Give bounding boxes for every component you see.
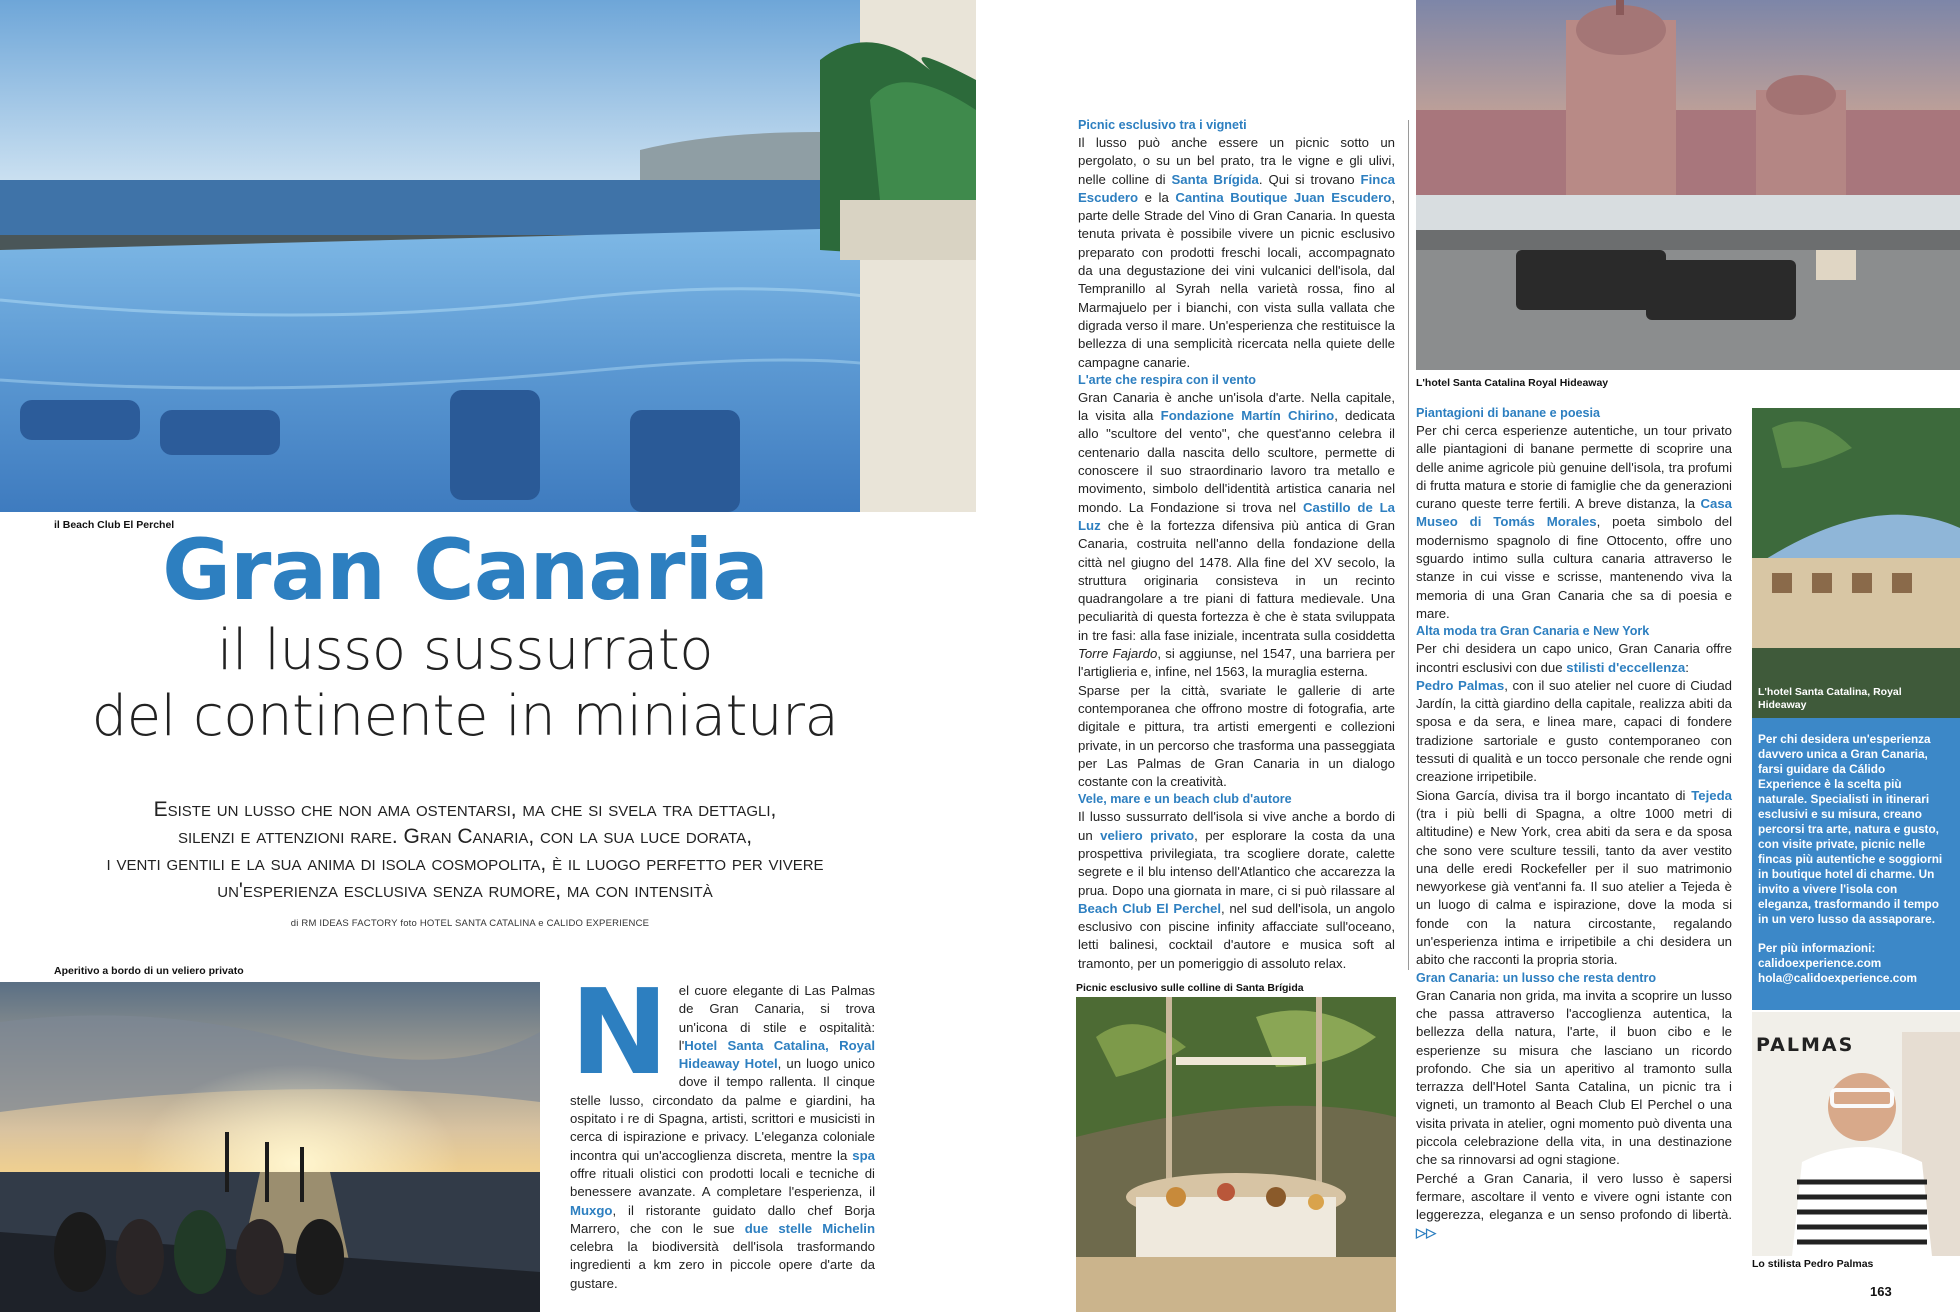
intro-line-1: Esiste un lusso che non ama ostentarsi, ma che si svela tra dettagli, [153,798,777,821]
intro-line-2: silenzi e attenzioni rare. Gran Canaria, con la sua luce dorata, [177,825,753,848]
body-text: e la [1138,189,1176,205]
body-text: . Qui si trovano [1258,171,1361,187]
castillo-highlight: Castillo de La Luz [1078,499,1395,533]
hero-photo-beach-club [0,0,976,512]
body-text: , parte delle Strade del Vino di Gran Canaria. In questa tenuta privata è possibile vivere un picnic esclusivo preparato con prodotti freschi locali, accompagnato da una degustazione dei vini vulcanici dell'isola, dal Tempranillo al Syrah nella varietà rossa, fino al Marmajuelo per i bianchi, con vista sulla vallata che digrada verso il mare. Un'esperienza che restituisce la bellezza di una semplicità ricercata nella quiete delle campagne canarie. [1078,189,1395,370]
info-website-link[interactable]: calidoexperience.com [1758,956,1882,970]
body-text: Siona García, divisa tra il borgo incantato di [1416,787,1692,803]
page-number: 163 [1870,1284,1892,1299]
body-text: , un luogo unico dove il tempo rallenta. Il cinque stelle lusso, circondato da palme e giardini, ha ospitato i re di Spagna, artisti, scrittori e musicisti in cerca di ispirazione e privacy. L'eleganza coloniale incontra qui un'accoglienza discreta, mentre la [570,1056,875,1163]
boat-caption: Aperitivo a bordo di un veliero privato [54,965,244,977]
body-text: che è la fortezza difensiva più antica di Gran Canaria, costruita nell'anno della fondazione della città nel giugno del 1478. Alla fine del XV secolo, la struttura originaria consisteva in un recinto quadrangolare a tre piani di fattura medievale. Una peculiarità di questa fortezza è che è stata sviluppata in tre fasi: alla fase iniziale, incentrata sulla cosiddetta [1078,517,1395,643]
article-title: Gran Canaria [162,521,768,619]
body-text: , il ristorante guidato dallo chef Borja Marrero, che con le sue [570,1202,875,1236]
section-text-banane [1416,422,1732,623]
beach-club-highlight: Beach Club El Perchel [1078,900,1222,916]
hotel-caption: L'hotel Santa Catalina Royal Hideaway [1416,377,1609,389]
section-text-picnic [1078,134,1395,372]
right-text-column [1416,405,1732,1243]
calido-experience-box [1752,718,1960,1010]
stilisti-highlight: stilisti d'eccellenza [1566,659,1686,675]
info-label: Per più informazioni: [1758,941,1876,955]
muxgo-highlight: Muxgo [570,1202,613,1218]
body-text: : [1685,659,1689,675]
subtitle-line-1: il lusso sussurrato [217,618,713,683]
body-text: , poeta simbolo del modernismo spagnolo di fine Ottocento, offre uno sguardo intimo sulla cultura canaria attraverso le stanze in cui visse e scrisse, mantenendo viva la memoria di una Gran Canaria che sa di poesia e mare. [1416,514,1733,621]
cantina-highlight: Cantina Boutique Juan Escudero [1175,189,1392,205]
veliero-highlight: veliero privato [1100,827,1195,843]
body-text: el cuore elegante di Las Palmas de Gran Canaria, si trova un'icona di stile e ospitalità: l' [678,983,875,1053]
intro-body-column [570,963,875,1293]
intro-paragraph [70,796,860,904]
body-text: Perché a Gran Canaria, il vero lusso è sapersi fermare, ascoltare il vento e vivere ogni istante con leggerezza, eleganza e un senso profondo di libertà. [1416,1170,1732,1223]
body-text: , per esplorare la costa da una prospettiva privilegiata, tra scogliere dorate, calette segrete e il blu intenso dell'Atlantico che accarezza la prua. Dopo una giornata in mare, ci si può rilassare al [1078,827,1395,898]
section-text-palmas [1416,677,1732,787]
facade-caption: L'hotel Santa Catalina, Royal Hideaway [1758,686,1902,711]
subtitle-line-2: del continente in miniatura [91,684,839,749]
article-subtitle [40,618,890,750]
intro-line-4: un'esperienza esclusiva senza rumore, ma con intensità [217,879,713,902]
body-text: Gran Canaria è anche un'isola d'arte. Nella capitale, la visita alla [1078,389,1395,424]
section-heading-vele: Vele, mare e un beach club d'autore [1078,792,1292,807]
section-heading-conclusione: Gran Canaria: un lusso che resta dentro [1416,970,1657,985]
section-text-gallerie: Sparse per la città, svariate le gallerie di arte contemporanea che offrono mostre di fotografia, arte digitale e pittura, tra artisti emergenti e collezioni private, in un percorso che trasforma una passeggiata per Las Palmas de Gran Canaria in un dialogo costante con la creatività. [1078,682,1395,790]
end-mark-icon: ▷▷ [1416,1225,1437,1241]
body-text: , con il suo atelier nel cuore di Ciudad Jardín, la città giardino della capitale, realizza abiti da sposa e da sera, e linea mare, capaci di fondere tradizione sartoriale e gusto contemporaneo con tessuti di qualità e un tocco personale che rende ogni creazione irripetibile. [1416,677,1732,785]
body-text: , si aggiunse, nel 1547, una barriera per l'artiglieria e, infine, nel 1563, la muraglia esterna. [1078,646,1395,680]
body-text: celebra la biodiversità dell'isola trasformando ingredienti a km zero in piccole opere d'arte da gustare. [570,1239,875,1291]
finca-escudero-highlight: Finca Escudero [1078,171,1395,205]
hotel-santa-catalina-photo [1416,0,1960,370]
body-text: Il lusso può anche essere un picnic sotto un pergolato, o su un bel prato, tra le vigne e gli ulivi, nelle colline di [1078,135,1395,187]
tejeda-highlight: Tejeda [1691,787,1732,803]
stylist-caption: Lo stilista Pedro Palmas [1752,1258,1874,1270]
hotel-name-highlight: Hotel Santa Catalina, Royal Hideaway Hotel [678,1037,875,1072]
body-text: , dedicata allo "scultore del vento", che quest'anno celebra il centenario dalla nascita dello scultore, permette di conoscere il suo straordinario lavoro tra metallo e movimento, simbolo dell'identità artistica canaria nel mondo. La Fondazione si trova nel [1078,408,1395,515]
hero-caption: il Beach Club El Perchel [54,519,175,531]
atelier-sign: PALMAS [1756,1034,1855,1056]
boat-aperitivo-photo [0,982,540,1312]
drop-cap: N [570,963,669,1101]
body-text: Il lusso sussurrato dell'isola si vive anche a bordo di un [1078,809,1395,843]
fondazione-highlight: Fondazione Martín Chirino [1160,408,1335,424]
byline: di RM IDEAS FACTORY foto HOTEL SANTA CATALINA e CALIDO EXPERIENCE [290,918,650,929]
section-text-finale [1416,1170,1732,1243]
middle-text-column [1078,117,1395,973]
hotel-facade-photo [1752,408,1960,718]
section-heading-picnic: Picnic esclusivo tra i vigneti [1078,118,1247,132]
section-text-vele [1078,808,1395,973]
section-text-arte [1078,389,1395,682]
michelin-highlight: due stelle Michelin [744,1220,875,1236]
casa-museo-highlight: Casa Museo di Tomás Morales [1416,496,1732,530]
info-email-link[interactable]: hola@calidoexperience.com [1758,971,1918,985]
picnic-caption: Picnic esclusivo sulle colline di Santa Brígida [1076,982,1304,994]
torre-fajardo-italic: Torre Fajardo [1078,646,1158,662]
section-text-moda [1416,640,1732,677]
santa-brigida-highlight: Santa Brígida [1171,171,1259,187]
body-text: Per chi cerca esperienze autentiche, un tour privato alle piantagioni di banane permette di scoprire una delle anime agricole più genuine dell'isola, tra profumi di frutta matura e storie di famiglie che da generazioni curano queste terre fertili. A breve distanza, la [1416,423,1732,512]
intro-line-3: i venti gentili e la sua anima di isola cosmopolita, è il luogo perfetto per vivere [106,852,824,875]
section-heading-arte: L'arte che respira con il vento [1078,372,1256,387]
section-text-conclusione: Gran Canaria non grida, ma invita a scoprire un lusso che passa attraverso l'accoglienza autentica, la bellezza della natura, l'arte, il buon cibo e le esperienze su misura che lasciano un ricordo profondo. Che sia un aperitivo al tramonto sulla terrazza dell'Hotel Santa Catalina, un picnic tra i vigneti, un tramonto al Beach Club El Perchel o una visita privata in atelier, ogni momento può diventa una piccola celebrazione della vita, in una destinazione che sa rinnovarsi ad ogni stagione. [1416,987,1732,1168]
picnic-photo [1076,997,1396,1312]
pedro-palmas-highlight: Pedro Palmas [1416,677,1505,693]
section-heading-moda: Alta moda tra Gran Canaria e New York [1416,624,1650,639]
spa-highlight: spa [852,1147,875,1163]
section-text-siona [1416,787,1732,970]
body-text: , nel sud dell'isola, un angolo esclusivo con piscine infinity affacciate sull'oceano, letti balinesi, cocktail d'autore e musica soft al tramonto, per un pomeriggio di assoluto relax. [1078,900,1396,971]
section-heading-banane: Piantagioni di banane e poesia [1416,406,1601,420]
body-text: (tra i più belli di Spagna, a oltre 1000 metri di altitudine) e New York, crea abiti da sera e da sposa che sono vere sculture tessili, tanto da aver vestito una delle eredi Rockefeller per il suo matrimonio newyorkese già vent'anni fa. Il suo atelier a Tejeda è un luogo di calma e ispirazione, dove la moda si fonde con la natura circostante, regalando un'esperienza intima e irripetibile a chi desidera un abito che racconti la propria storia. [1416,805,1732,968]
body-text: offre rituali olistici con prodotti locali e tecniche di benessere avanzate. A completare l'esperienza, il [570,1165,875,1200]
box-text: Per chi desidera un'esperienza davvero unica a Gran Canaria, farsi guidare da Cálido Experience è la scelta più naturale. Specialisti in itinerari esclusivi e su misura, creano percorsi tra arte, natura e gusto, con visite private, picnic nelle fincas più autentiche e soggiorni in boutique hotel di charme. Un invito a vivere l'isola con eleganza, trasformando il tempo in un vero lusso da assaporare. [1758,732,1943,926]
column-divider [1408,120,1409,970]
body-text: Per chi desidera un capo unico, Gran Canaria offre incontri esclusivi con due [1416,641,1732,675]
